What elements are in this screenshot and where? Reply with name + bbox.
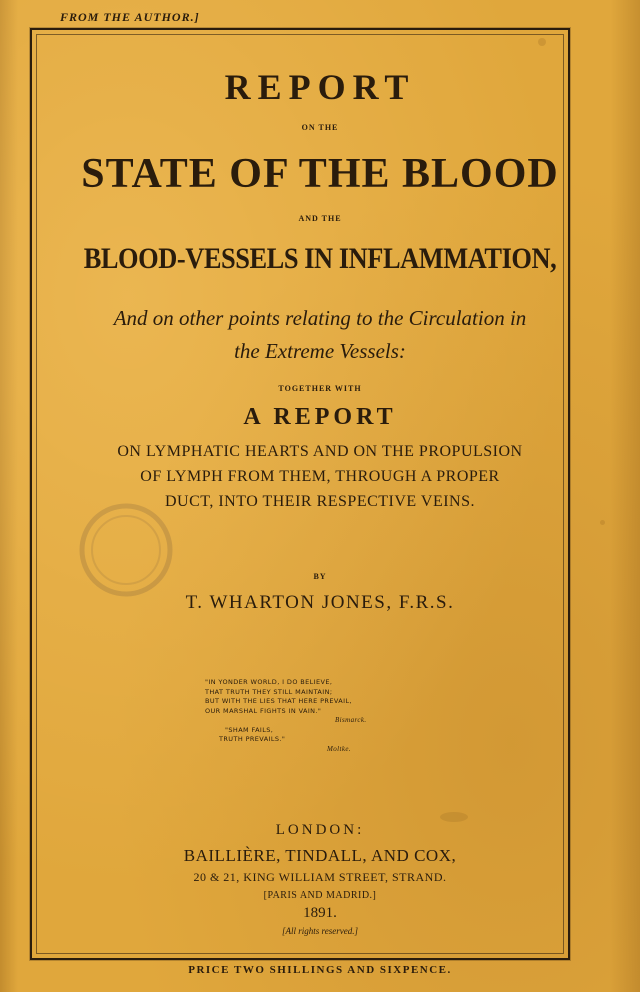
on-the-label: ON THE: [301, 123, 339, 132]
epigraph-line: "SHAM FAILS,: [225, 725, 274, 734]
imprint-publisher: BAILLIÈRE, TINDALL, AND COX,: [183, 846, 457, 865]
imprint-rights: [All rights reserved.]: [282, 926, 358, 936]
second-report-line: DUCT, INTO THEIR RESPECTIVE VEINS.: [164, 493, 476, 510]
main-title: STATE OF THE BLOOD: [81, 151, 559, 197]
paper-spot: [440, 812, 468, 822]
subtitle-line-2: the Extreme Vessels:: [234, 339, 406, 363]
report-title: REPORT: [224, 67, 416, 107]
library-stamp-icon: [66, 498, 186, 598]
imprint-branches: [PARIS AND MADRID.]: [263, 890, 377, 901]
second-title: BLOOD-VESSELS IN INFLAMMATION,: [83, 242, 557, 275]
second-report-line: OF LYMPH FROM THEM, THROUGH A PROPER: [140, 468, 500, 485]
author-note: FROM THE AUTHOR.]: [60, 10, 200, 24]
together-with-label: TOGETHER WITH: [278, 384, 362, 393]
by-label: BY: [313, 572, 327, 581]
second-report-heading: A REPORT: [243, 404, 397, 430]
imprint-address: 20 & 21, KING WILLIAM STREET, STRAND.: [193, 870, 447, 884]
imprint-year: 1891.: [303, 905, 337, 921]
paper-spot: [600, 520, 605, 525]
epigraph-line: BUT WITH THE LIES THAT HERE PREVAIL,: [205, 697, 352, 705]
imprint-city: LONDON:: [275, 822, 365, 838]
author-name: T. WHARTON JONES, F.R.S.: [185, 592, 455, 613]
epigraph-line: OUR MARSHAL FIGHTS IN VAIN.": [205, 706, 322, 715]
price-line: PRICE TWO SHILLINGS AND SIXPENCE.: [188, 964, 452, 976]
and-the-label: AND THE: [298, 214, 342, 223]
subtitle-line-1: And on other points relating to the Circulation in: [113, 306, 527, 330]
epigraph-line: "IN YONDER WORLD, I DO BELIEVE,: [205, 678, 333, 686]
epigraph-line: THAT TRUTH THEY STILL MAINTAIN;: [205, 687, 333, 696]
paper-spot: [538, 38, 546, 46]
epigraph-attribution: Moltke.: [327, 744, 351, 753]
epigraph-line: TRUTH PREVAILS.": [219, 735, 286, 743]
epigraph-attribution: Bismarck.: [335, 716, 367, 724]
epigraph: [205, 678, 425, 754]
second-report-line: ON LYMPHATIC HEARTS AND ON THE PROPULSION: [117, 443, 523, 460]
